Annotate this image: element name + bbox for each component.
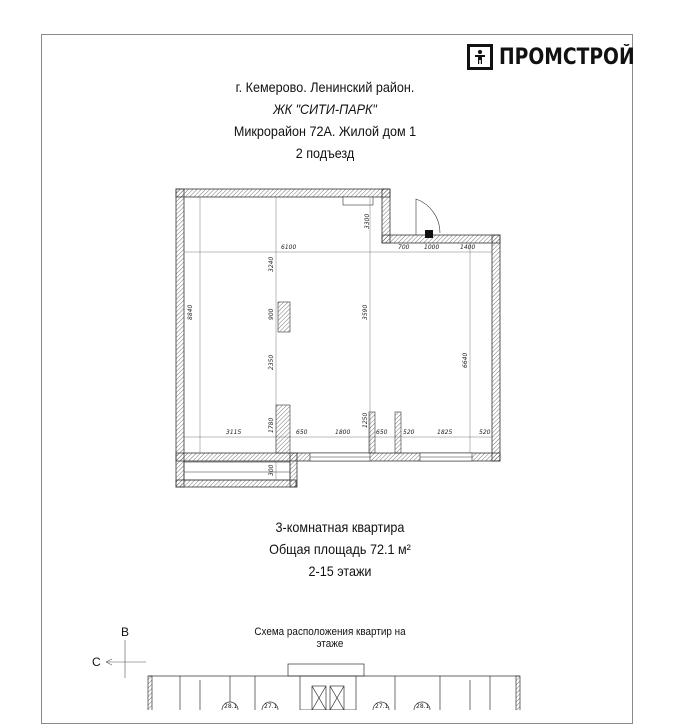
header-complex: ЖК "СИТИ-ПАРК" bbox=[273, 101, 377, 117]
dim-900: 900 bbox=[268, 308, 275, 320]
dim-3240: 3240 bbox=[268, 256, 275, 272]
dim-520-left: 520 bbox=[403, 429, 415, 436]
dim-1780: 1780 bbox=[268, 417, 275, 433]
scheme-title: Схема расположения квартир на этаже bbox=[254, 626, 406, 650]
dim-6100: 6100 bbox=[281, 244, 297, 251]
dimension-labels bbox=[187, 214, 491, 476]
apartment-info bbox=[190, 516, 490, 582]
dim-300: 300 bbox=[268, 464, 275, 476]
scheme-label-1: 28.1 bbox=[224, 703, 238, 710]
dim-3300: 3300 bbox=[364, 213, 371, 229]
dim-700: 700 bbox=[398, 244, 410, 251]
header-building: Микрорайон 72А. Жилой дом 1 bbox=[233, 123, 417, 139]
compass-north-label: В bbox=[121, 625, 130, 639]
dim-3115: 3115 bbox=[226, 429, 242, 436]
dim-650-right: 650 bbox=[376, 429, 388, 436]
dim-1825: 1825 bbox=[437, 429, 453, 436]
dim-1400: 1400 bbox=[460, 244, 476, 251]
dim-8840: 8840 bbox=[187, 304, 194, 320]
dim-6640: 6640 bbox=[462, 352, 469, 368]
dim-1800: 1800 bbox=[335, 429, 351, 436]
dim-2350: 2350 bbox=[268, 354, 275, 370]
compass-west-label: С bbox=[92, 655, 101, 669]
apartment-floors: 2-15 этажи bbox=[308, 563, 372, 579]
scheme-label-2: 27.1 bbox=[264, 703, 278, 710]
dim-650-left: 650 bbox=[296, 429, 308, 436]
logo-text: ПРОМСТРОЙ bbox=[499, 44, 635, 70]
dim-1250: 1250 bbox=[362, 412, 369, 428]
dim-3590: 3590 bbox=[362, 304, 369, 320]
exterior-walls bbox=[176, 189, 500, 487]
entrance-door bbox=[416, 199, 440, 235]
apartment-area: Общая площадь 72.1 м² bbox=[269, 541, 411, 557]
scheme-label-4: 28.1 bbox=[416, 703, 430, 710]
apartment-type: 3-комнатная квартира bbox=[275, 519, 405, 535]
floor-scheme bbox=[148, 664, 520, 710]
dim-520-right: 520 bbox=[479, 429, 491, 436]
dim-1000: 1000 bbox=[424, 244, 440, 251]
scheme-label-3: 27.1 bbox=[375, 703, 389, 710]
header-entrance: 2 подъезд bbox=[295, 145, 355, 161]
compass bbox=[106, 640, 146, 678]
header-city: г. Кемерово. Ленинский район. bbox=[235, 79, 415, 95]
